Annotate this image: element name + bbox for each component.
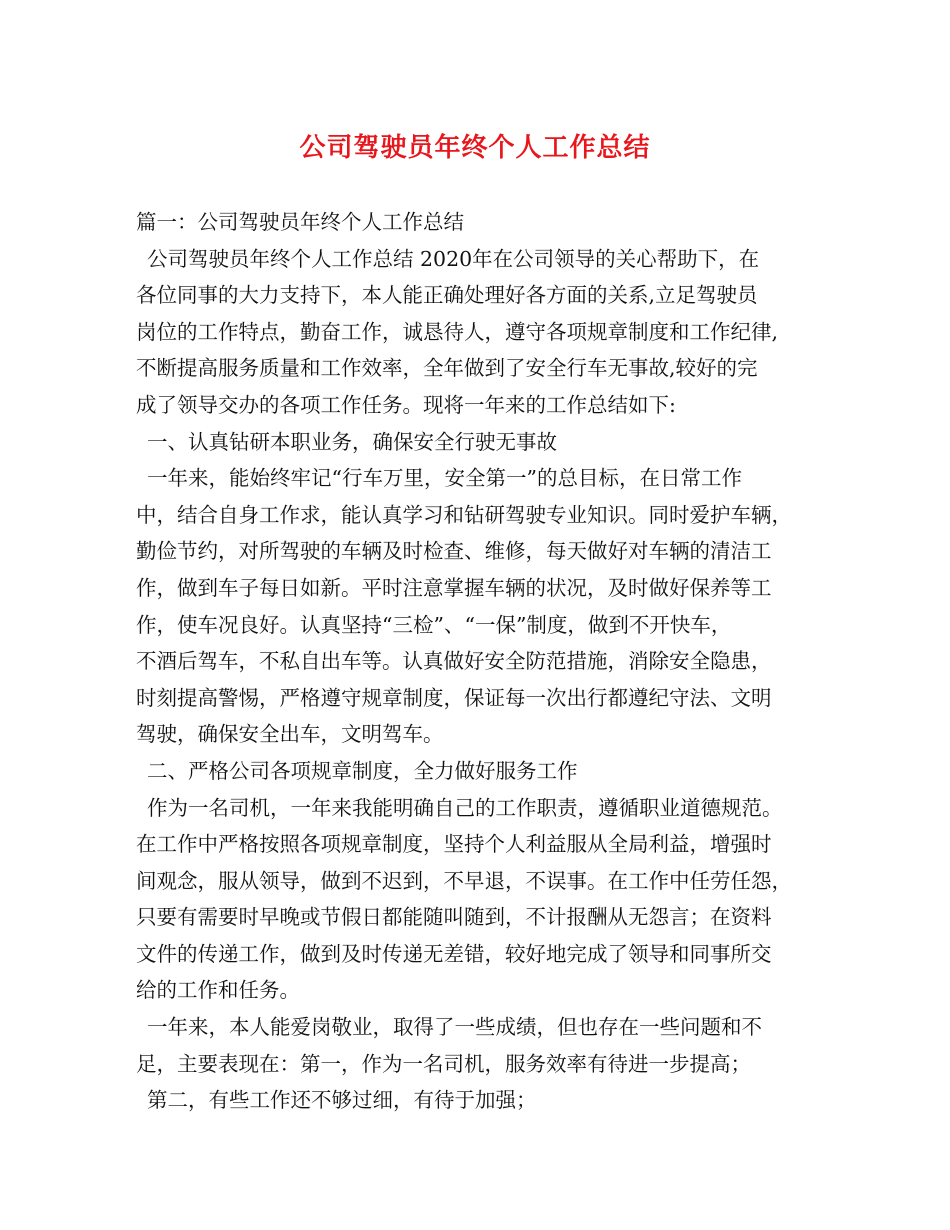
paragraph-line: 岗位的工作特点，勤奋工作，诚恳待人，遵守各项规章制度和工作纪律, — [136, 319, 779, 344]
section-heading-two: 二、严格公司各项规章制度，全力做好服务工作 — [147, 758, 578, 783]
paragraph-line: 文件的传递工作，做到及时传递无差错，较好地完成了领导和同事所交 — [136, 941, 772, 966]
paragraph-line: 不断提高服务质量和工作效率，全年做到了安全行车无事故,较好的完 — [136, 356, 758, 381]
document-body — [136, 204, 836, 1119]
paragraph-line: 作，做到车子每日如新。平时注意掌握车辆的状况，及时做好保养等工 — [136, 575, 772, 600]
paragraph-line: 作，使车况良好。认真坚持“三检”、“一保”制度，做到不开快车， — [136, 612, 732, 637]
paragraph-line: 一年来，能始终牢记“行车万里，安全第一”的总目标，在日常工作 — [147, 466, 742, 491]
paragraph-line: 作为一名司机，一年来我能明确自己的工作职责，遵循职业道德规范。 — [147, 795, 783, 820]
paragraph-line: 一年来，本人能爱岗敬业，取得了一些成绩，但也存在一些问题和不 — [147, 1015, 762, 1040]
section-heading-one: 一、认真钻研本职业务，确保安全行驶无事故 — [147, 429, 557, 454]
paragraph-line: 成了领导交办的各项工作任务。现将一年来的工作总结如下: — [136, 392, 676, 417]
paragraph-line: 各位同事的大力支持下，本人能正确处理好各方面的关系,立足驾驶员 — [136, 283, 758, 308]
paragraph-line: 第二，有些工作还不够过细，有待于加强； — [147, 1088, 537, 1113]
paragraph-line: 给的工作和任务。 — [136, 978, 300, 1003]
paragraph-line: 足，主要表现在：第一，作为一名司机，服务效率有待进一步提高； — [136, 1051, 751, 1076]
paragraph-line: 时刻提高警惕，严格遵守规章制度，保证每一次出行都遵纪守法、文明 — [136, 685, 772, 710]
document-title: 公司驾驶员年终个人工作总结 — [299, 133, 651, 163]
paragraph-line: 只要有需要时早晚或节假日都能随叫随到，不计报酬从无怨言；在资料 — [136, 905, 772, 930]
paragraph-line: 在工作中严格按照各项规章制度，坚持个人利益服从全局利益，增强时 — [136, 832, 772, 857]
paragraph-line: 间观念，服从领导，做到不迟到，不早退，不误事。在工作中任劳任怨， — [136, 868, 792, 893]
paragraph-line: 不酒后驾车，不私自出车等。认真做好安全防范措施，消除安全隐患， — [136, 649, 772, 674]
section-heading-part-one: 篇一：公司驾驶员年终个人工作总结 — [136, 210, 464, 234]
paragraph-line: 中，结合自身工作求，能认真学习和钻研驾驶专业知识。同时爱护车辆， — [136, 502, 792, 527]
paragraph-line: 公司驾驶员年终个人工作总结 2020年在公司领导的关心帮助下，在 — [147, 246, 760, 271]
paragraph-line: 驾驶，确保安全出车，文明驾车。 — [136, 722, 444, 747]
paragraph-line: 勤俭节约，对所驾驶的车辆及时检查、维修，每天做好对车辆的清洁工 — [136, 539, 772, 564]
